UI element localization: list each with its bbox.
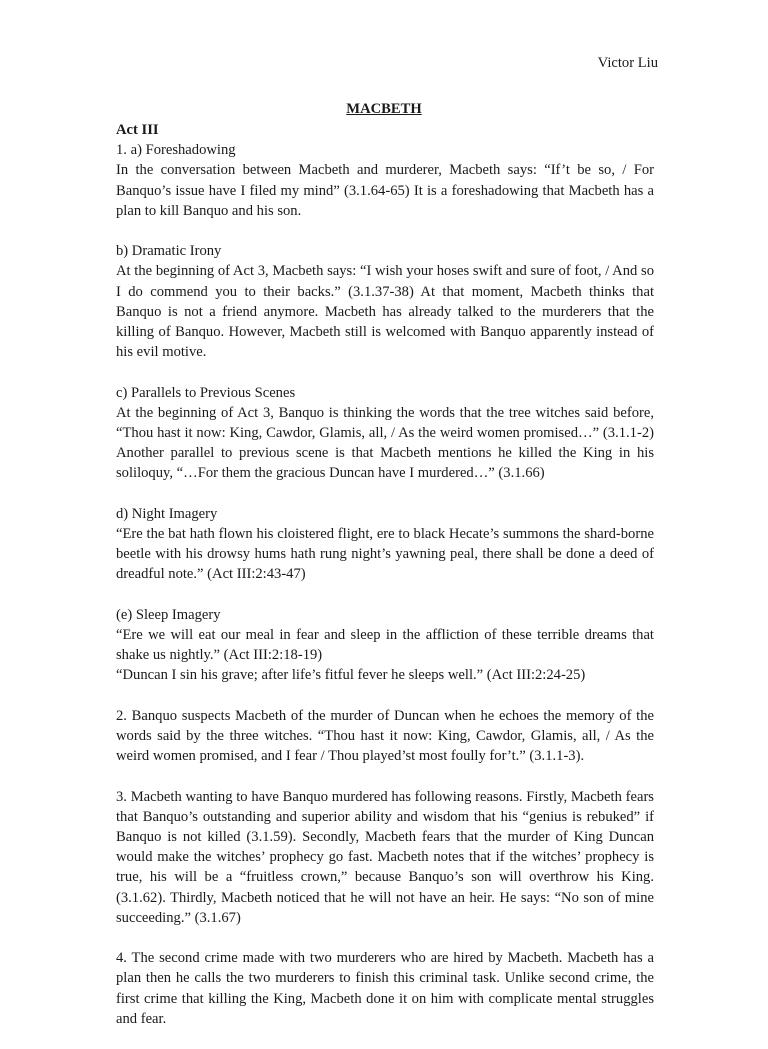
section-paragraph: “Ere we will eat our meal in fear and sleep in the affliction of these terrible dreams that shake us nightly.” (Act III:2:18-19) xyxy=(116,627,654,664)
document-body xyxy=(116,120,654,1049)
section-night-imagery xyxy=(116,504,654,585)
section-dramatic-irony xyxy=(116,241,654,362)
section-foreshadowing xyxy=(116,140,654,221)
section-paragraph: 3. Macbeth wanting to have Banquo murdered has following reasons. Firstly, Macbeth fears that Banquo’s outstanding and superior ability and wisdom that his “genius is rebuked” if Banquo is not killed (3.1.59). Secondly, Macbeth fears that the murder of King Duncan would make the witches’ prophecy go fast. Macbeth notes that if the witches’ prophecy is true, his will be a “fruitless crown,” because Banquo’s son will overthrow his King. (3.1.62). Thirdly, Macbeth noticed that he will not have an heir. He says: “No son of mine succeeding.” (3.1.67) xyxy=(116,788,654,926)
document-title: MACBETH xyxy=(346,101,422,117)
section-heading: b) Dramatic Irony xyxy=(116,243,222,260)
section-paragraph: At the beginning of Act 3, Macbeth says: “I wish your hoses swift and sure of foot, / And so I do commend you to their backs.” (3.1.37-38) At that moment, Macbeth thinks that Banquo is not a friend anymore. Macbeth has already talked to the murderers that the killing of Banquo. However, Macbeth still is welcomed with Banquo apparently instead of his evil motive. xyxy=(116,263,654,361)
section-question-2 xyxy=(116,706,654,767)
section-question-3 xyxy=(116,787,654,928)
author-name: Victor Liu xyxy=(597,55,658,71)
section-parallels xyxy=(116,383,654,484)
section-heading: d) Night Imagery xyxy=(116,505,218,522)
section-heading: (e) Sleep Imagery xyxy=(116,606,221,623)
section-paragraph: 4. The second crime made with two murderers who are hired by Macbeth. Macbeth has a plan then he calls the two murderers to finish this criminal task. Unlike second crime, the first crime that killing the King, Macbeth done it on him with complicate mental struggles and fear. xyxy=(116,950,654,1027)
section-sleep-imagery xyxy=(116,605,654,686)
act-heading: Act III xyxy=(116,122,159,138)
section-heading: 1. a) Foreshadowing xyxy=(116,142,236,159)
section-paragraph: “Ere the bat hath flown his cloistered flight, ere to black Hecate’s summons the shard-borne beetle with his drowsy hums hath rung night’s yawning peal, there shall be done a deed of dreadful note.” (Act III:2:43-47) xyxy=(116,526,654,583)
section-paragraph: At the beginning of Act 3, Banquo is thinking the words that the tree witches said before, “Thou hast it now: King, Cawdor, Glamis, all, / As the weird women promised…” (3.1.1-2) Another parallel to previous scene is that Macbeth mentions he killed the King in his soliloquy, “…For them the gracious Duncan have I murdered…” (3.1.66) xyxy=(116,404,654,482)
section-paragraph: “Duncan I sin his grave; after life’s fitful fever he sleeps well.” (Act III:2:24-25) xyxy=(116,667,586,684)
section-paragraph: In the conversation between Macbeth and murderer, Macbeth says: “If’t be so, / For Banquo’s issue have I filed my mind” (3.1.64-65) It is a foreshadowing that Macbeth has a plan to kill Banquo and his son. xyxy=(116,162,654,219)
section-paragraph: 2. Banquo suspects Macbeth of the murder of Duncan when he echoes the memory of the words said by the three witches. “Thou hast it now: King, Cawdor, Glamis, all, / As the weird women promised, and I fear / Thou played’st most foully for’t.” (3.1.1-3). xyxy=(116,707,654,765)
section-question-4 xyxy=(116,948,654,1029)
section-heading: c) Parallels to Previous Scenes xyxy=(116,384,296,401)
